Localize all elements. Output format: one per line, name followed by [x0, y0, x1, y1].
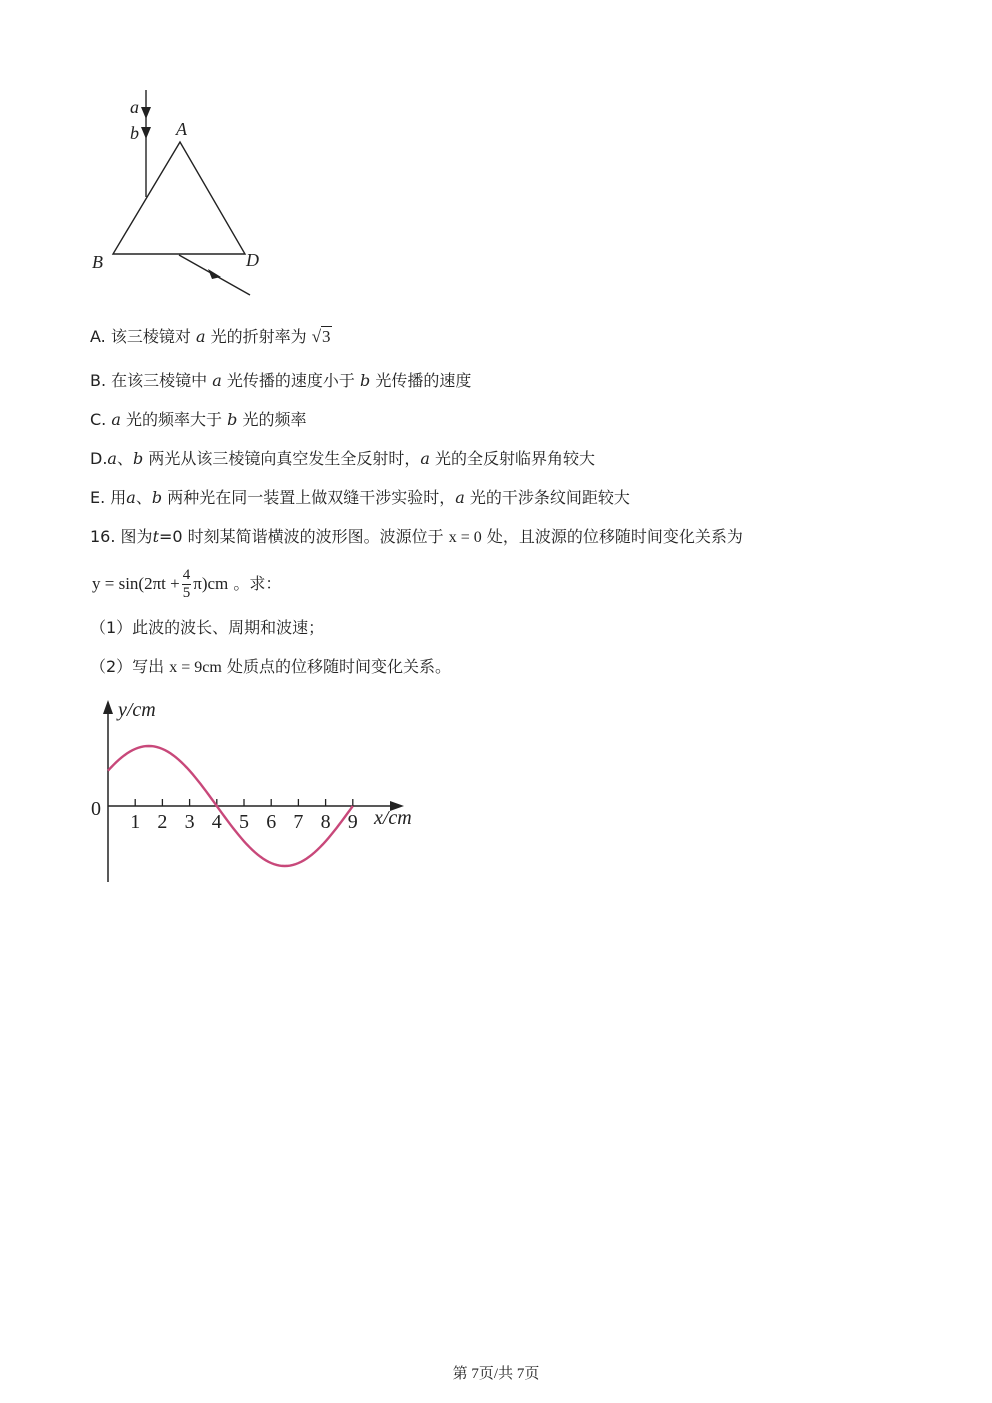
option-b: B. 在该三棱镜中 a 光传播的速度小于 b 光传播的速度 — [90, 371, 472, 390]
option-a: A. 该三棱镜对 a 光的折射率为 √3 — [90, 327, 331, 346]
option-e: E. 用a、b 两种光在同一装置上做双缝干涉实验时，a 光的干涉条纹间距较大 — [90, 488, 630, 507]
y-axis-label: y/cm — [118, 699, 156, 721]
x-tick-label: 8 — [320, 811, 331, 833]
arrow-b — [141, 127, 151, 139]
question-16-formula: y = sin(2πt + $\frac{4}{5}$ π)cm 。求： — [92, 567, 282, 601]
wave-diagram — [80, 690, 430, 890]
question-16-part2: （2）写出 x = 9cm 处质点的位移随时间变化关系。 — [90, 657, 451, 676]
label-A: A — [176, 119, 187, 139]
page-footer: 第 7页/共 7页 — [452, 1366, 540, 1382]
y-axis-arrow — [103, 700, 113, 714]
prism-diagram — [80, 85, 280, 305]
label-D: D — [246, 250, 259, 270]
label-a: a — [130, 97, 139, 117]
x-tick-label: 2 — [157, 811, 168, 833]
question-16-stem: 16. 图为t=0 时刻某简谐横波的波形图。波源位于 x = 0 处，且波源的位移随时间变化关系为 — [90, 527, 743, 546]
x-tick-label: 3 — [184, 811, 195, 833]
x-tick-label: 6 — [266, 811, 277, 833]
x-tick-label: 1 — [130, 811, 141, 833]
label-B: B — [92, 252, 103, 272]
label-b: b — [130, 123, 139, 143]
x-tick-label: 9 — [347, 811, 358, 833]
prism-triangle — [113, 142, 245, 254]
x-tick-label: 4 — [211, 811, 222, 833]
fraction: $\frac{4}{5}$ — [182, 567, 191, 601]
option-d: D.a、b 两光从该三棱镜向真空发生全反射时，a 光的全反射临界角较大 — [90, 449, 595, 468]
arrow-a — [141, 107, 151, 119]
x-axis-label: x/cm — [374, 807, 412, 829]
x-tick-label: 7 — [293, 811, 304, 833]
sqrt-expression: √3 — [311, 327, 331, 346]
tick-group — [130, 799, 358, 833]
option-c: C. a 光的频率大于 b 光的频率 — [90, 410, 307, 429]
origin-label: 0 — [91, 798, 101, 820]
question-16-part1: （1）此波的波长、周期和波速； — [90, 618, 325, 637]
x-tick-label: 5 — [239, 811, 249, 833]
